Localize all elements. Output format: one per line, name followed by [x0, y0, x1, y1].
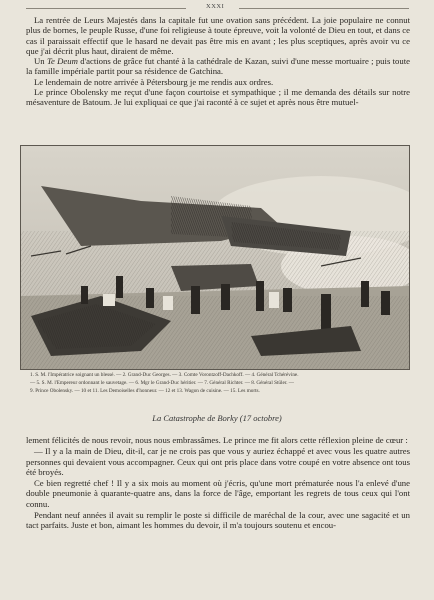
legend-line: — 5. S. M. l'Empereur ordonnant le sauvetage. — 6. Mgr le Grand-Duc héritier. — 7. Général Richter. — 8. Général Stüler. — — [30, 380, 294, 386]
illustration-engraving — [20, 145, 410, 370]
railway-wreck-engraving — [21, 146, 409, 369]
top-text-block — [26, 15, 410, 108]
legend-line: 1. S. M. l'Impératrice soignant un blessé. — 2. Grand-Duc Georges. — 3. Comte Vorontzoff-Dachkoff. — 4. Général Tchérévine. — [30, 372, 299, 378]
te-deum-term: Te Deum — [46, 56, 78, 67]
page-number: XXXI — [206, 3, 225, 10]
paragraph: Le prince Obolensky me reçut d'une façon courtoise et sympathique ; il me demanda des détails sur notre mésaventure de Batoum. Je lui expliquai ce que j'ai raconté à ce sujet et après nous être mutuel- — [26, 87, 410, 108]
illustration-caption: La Catastrophe de Borky (17 octobre) — [152, 413, 282, 423]
paragraph: lement félicités de nous revoir, nous nous embrassâmes. Le prince me fit alors cette réflexion pleine de cœur : — [26, 435, 408, 445]
paragraph-rest: d'actions de grâce fut chanté à la cathédrale de Kazan, suivi d'une messe mortuaire ; puis toute la famille impériale partit pour sa résidence de Gatchina. — [26, 56, 411, 77]
header-rule — [239, 8, 409, 9]
legend-line: 9. Prince Obolensky. — 10 et 11. Les Demoiselles d'honneur. — 12 et 13. Wagon de cuisine. — 15. Les morts. — [30, 388, 260, 394]
paragraph: Pendant neuf années il avait su remplir le poste si difficile de maréchal de la cour, avec une sagacité et un tact parfaits. Juste et bon, aimant les hommes du devoir, il m'a toujours soutenu et encou- — [26, 510, 410, 531]
header-rule — [26, 8, 186, 9]
paragraph — [26, 56, 410, 77]
paragraph: — Il y a la main de Dieu, dit-il, car je ne crois pas que vous y auriez échappé et avec vous les quatre autres personnes qui devaient vous accompagner. Ceux qui ont pris place dans votre coupé en votre absence ont tous été broyés. — [26, 446, 410, 477]
paragraph-start: Un — [34, 56, 47, 67]
paragraph: Ce bien regretté chef ! Il y a six mois au moment où j'écris, qu'une mort prématurée nous l'a enlevé d'une double pneumonie à quarante-quatre ans, dans la force de l'âge, emportant les regrets de tous ceux qui l'ont connu. — [26, 478, 410, 509]
paragraph: Le lendemain de notre arrivée à Pétersbourg je me rendis aux ordres. — [34, 76, 274, 87]
illustration-legend — [30, 371, 400, 395]
page-header — [0, 3, 434, 15]
bottom-text-block — [26, 435, 410, 532]
paragraph: La rentrée de Leurs Majestés dans la capitale fut une ovation sans précédent. La joie populaire ne connut plus de bornes, le peuple Russe, d'une foi religieuse à toute épreuve, voit la volonté de Dieu en tout, et dans ce cas il paraissait effectif que le hasard ne devait pas être mis en avant ; les plus sceptiques, après avoir vu ce que j'ai décrit plus haut, diraient de même. — [26, 15, 410, 56]
